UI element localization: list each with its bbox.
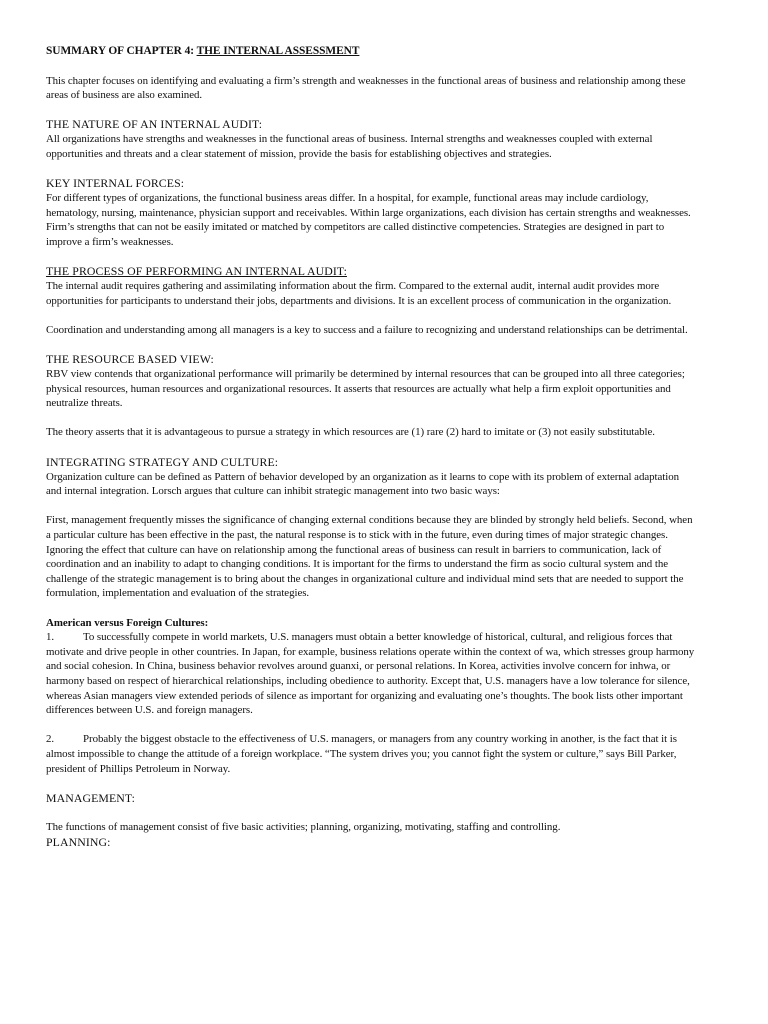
nature-paragraph: All organizations have strengths and weaknesses in the functional areas of business. Internal strengths and weaknesses coupled with external opportunities and threats and a clear statement of mission, provide the basis for establishing objectives and strategies. xyxy=(46,133,653,160)
process-heading: THE PROCESS OF PERFORMING AN INTERNAL AUDIT: xyxy=(46,264,347,279)
intro-paragraph: This chapter focuses on identifying and evaluating a firm’s strength and weaknesses in the functional areas of business and relationship among these areas of business are also examined. xyxy=(46,74,686,102)
item-1-text: To successfully compete in world markets, U.S. managers must obtain a better knowledge of historical, cultural, and religious forces that motivate and drive people in other countries. In Japan, for example, business relations operate within the context of wa, which stresses group harmony and social cohesion. In China, business behavior revolves around guanxi, or personal relations. In Korea, activities involve concern for inhwa, or harmony based on respect of hierarchical relationships, including obedience to authority. Except that, U.S. managers have a low tolerance for silence, whereas Asian managers view extended periods of silence as important for organizing and evaluating one’s thoughts. The book lists other important differences between U.S. and foreign managers. xyxy=(46,631,695,717)
rbv-paragraph-2: The theory asserts that it is advantageous to pursue a strategy in which resources are (1) rare (2) hard to imitate or (3) not easily substitutable. xyxy=(46,426,655,439)
nature-heading: THE NATURE OF AN INTERNAL AUDIT: xyxy=(46,117,263,132)
item-2-number: 2. xyxy=(46,733,55,746)
document-page xyxy=(46,44,696,850)
document-title xyxy=(46,44,696,59)
culture-paragraph: Organization culture can be defined as Pattern of behavior developed by an organization as it learns to cope with its problem of external adaptation and internal integration. Lorsch argues that culture can inhibit strategic management into two basic ways: xyxy=(46,470,680,498)
numbered-item-2 xyxy=(46,732,696,776)
culture-paragraph-2: First, management frequently misses the significance of changing external conditions because they are blinded by strongly held beliefs. Second, when a particular culture has been effective in the past, the natural response is to stick with in the future, even during times of major strategic changes. Ignoring the effect that culture can have on relationship among the functional areas of business can result in barriers to communication, lack of coordination and an inability to adapt to changing conditions. It is important for the firms to understand the firm as socio cultural system and the challenge of the strategic management is to bring about the changes in organizational culture and individual mind sets that are needed to support the formulation, implementation and evaluation of the strategies. xyxy=(46,514,693,600)
item-2-text: Probably the biggest obstacle to the effectiveness of U.S. managers, or managers from any country working in another, is the fact that it is almost impossible to change the attitude of a foreign workplace. “The system drives you; you cannot fight the system or culture,” says Bill Parker, president of Phillips Petroleum in Norway. xyxy=(46,733,677,775)
management-paragraph: The functions of management consist of five basic activities; planning, organizing, motivating, staffing and controlling. xyxy=(46,821,561,834)
forces-heading: KEY INTERNAL FORCES: xyxy=(46,176,185,191)
management-heading: MANAGEMENT: xyxy=(46,790,135,805)
numbered-item-1 xyxy=(46,630,696,718)
american-heading: American versus Foreign Cultures: xyxy=(46,616,209,629)
rbv-heading: THE RESOURCE BASED VIEW: xyxy=(46,352,214,367)
title-prefix: SUMMARY OF CHAPTER 4: xyxy=(46,45,197,57)
title-underlined: THE INTERNAL ASSESSMENT xyxy=(196,45,360,57)
item-1-number: 1. xyxy=(46,631,55,644)
rbv-paragraph: RBV view contends that organizational performance will primarily be determined by internal resources that can be grouped into all three categories; physical resources, human resources and organizational resources. It asserts that resources are actually what help a firm exploit opportunities and neutralize threats. xyxy=(46,368,685,410)
forces-paragraph: For different types of organizations, the functional business areas differ. In a hospital, for example, functional areas may include cardiology, hematology, nursing, maintenance, physician support and receivables. Within large organizations, each division has certain strengths and weaknesses. Firm’s strengths that can not be easily imitated or matched by competitors are called distinctive competencies. Strategies are designed in part to improve a firm’s weaknesses. xyxy=(46,192,691,248)
planning-heading: PLANNING: xyxy=(46,834,111,849)
process-paragraph-2: Coordination and understanding among all managers is a key to success and a failure to recognizing and understand relationships can be detrimental. xyxy=(46,323,688,336)
culture-heading: INTEGRATING STRATEGY AND CULTURE: xyxy=(46,454,279,469)
process-paragraph: The internal audit requires gathering and assimilating information about the firm. Compared to the external audit, internal audit provides more opportunities for participants to understand their jobs, departments and divisions. It is an excellent process of communication in the organization. xyxy=(46,280,672,307)
